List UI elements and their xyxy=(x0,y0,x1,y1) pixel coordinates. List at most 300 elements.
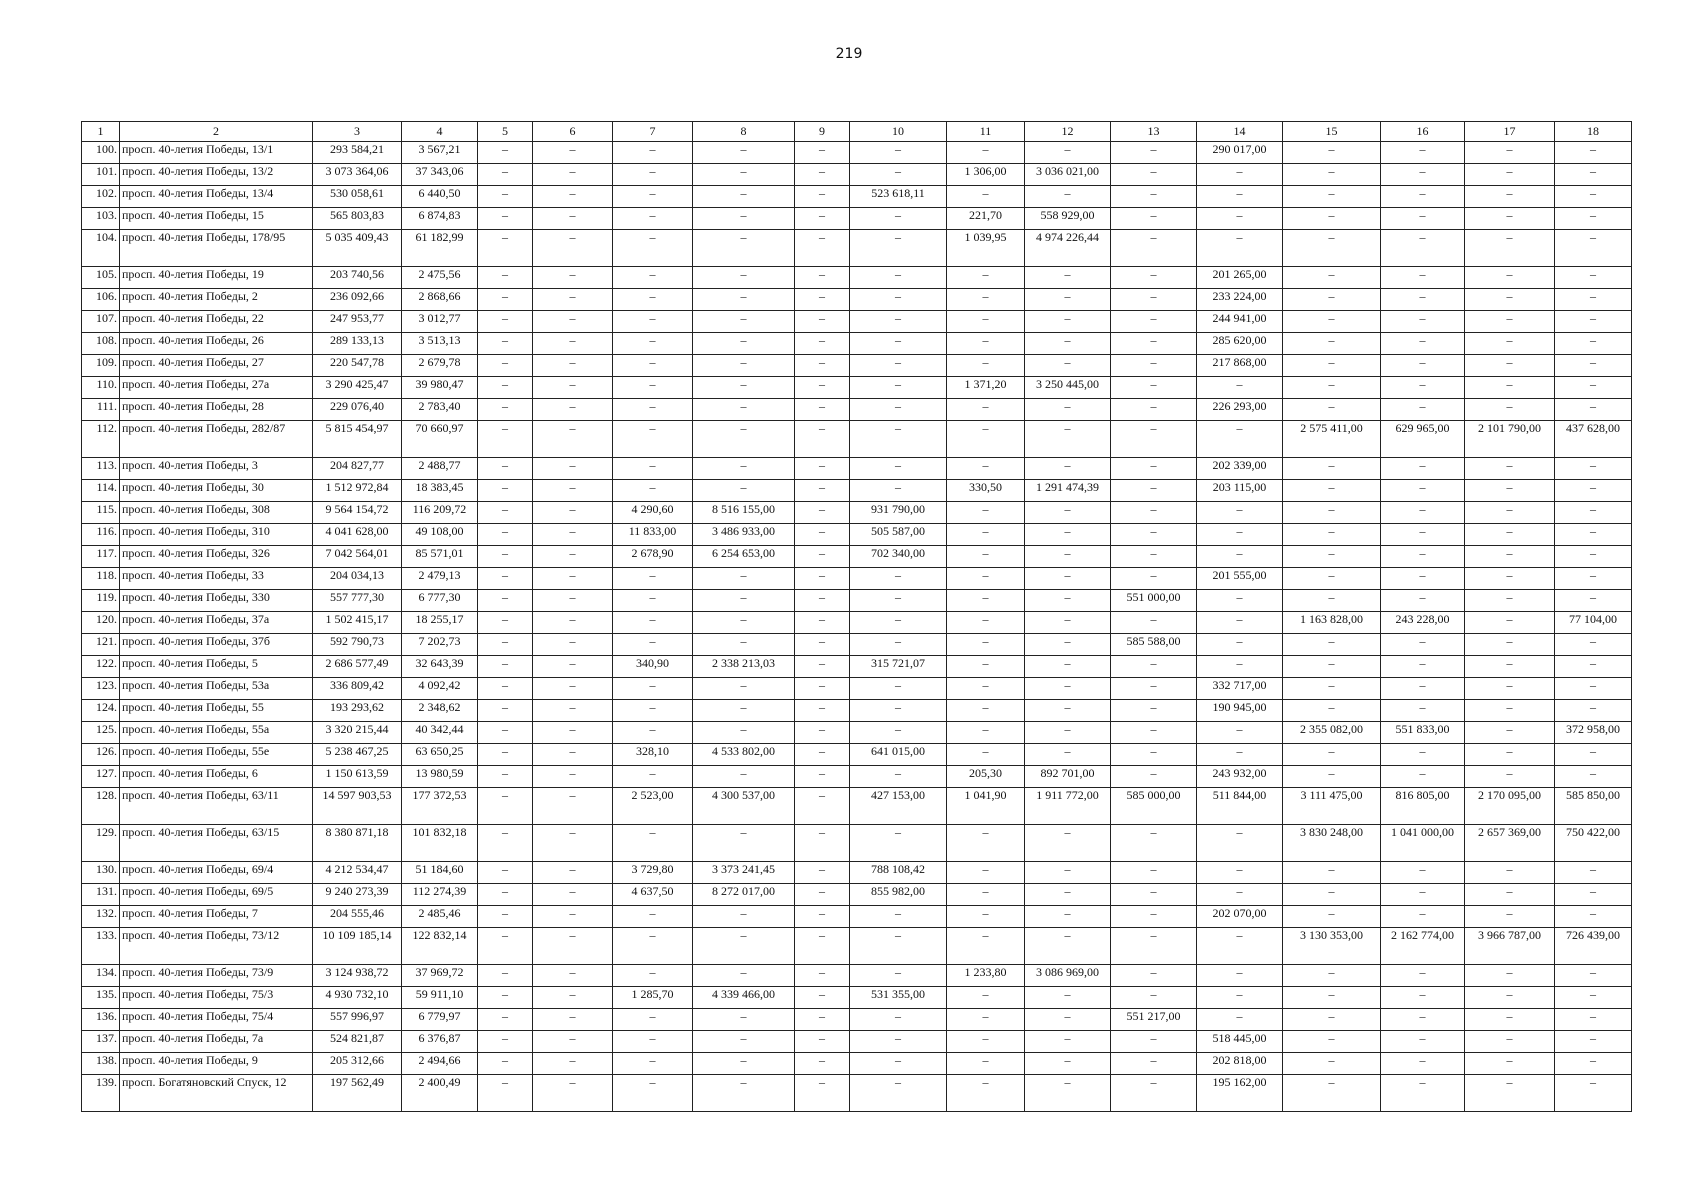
value-cell: – xyxy=(1283,700,1381,722)
row-number: 109. xyxy=(82,355,120,377)
value-cell: – xyxy=(1025,289,1111,311)
table-row xyxy=(82,267,1632,289)
total-cell: 5 238 467,25 xyxy=(313,744,402,766)
value-cell: – xyxy=(947,678,1025,700)
value-cell: 726 439,00 xyxy=(1555,928,1632,965)
value-cell: – xyxy=(693,612,795,634)
amount-cell: 6 376,87 xyxy=(402,1031,478,1053)
value-cell: – xyxy=(1111,766,1197,788)
total-cell: 3 320 215,44 xyxy=(313,722,402,744)
address-cell: просп. 40-летия Победы, 13/2 xyxy=(120,164,313,186)
value-cell: 3 130 353,00 xyxy=(1283,928,1381,965)
value-cell: – xyxy=(1197,612,1283,634)
value-cell: – xyxy=(1555,1009,1632,1031)
amount-cell: 49 108,00 xyxy=(402,524,478,546)
address-cell: просп. 40-летия Победы, 37а xyxy=(120,612,313,634)
address-cell: просп. 40-летия Победы, 27 xyxy=(120,355,313,377)
value-cell: – xyxy=(1197,862,1283,884)
value-cell: – xyxy=(693,825,795,862)
value-cell: 244 941,00 xyxy=(1197,311,1283,333)
value-cell: – xyxy=(1555,590,1632,612)
value-cell: – xyxy=(1465,377,1555,399)
value-cell: 195 162,00 xyxy=(1197,1075,1283,1112)
value-cell: – xyxy=(1111,744,1197,766)
value-cell: – xyxy=(1111,524,1197,546)
value-cell: – xyxy=(1381,884,1465,906)
value-cell: 3 830 248,00 xyxy=(1283,825,1381,862)
address-cell: просп. 40-летия Победы, 2 xyxy=(120,289,313,311)
value-cell: – xyxy=(533,164,613,186)
value-cell: – xyxy=(947,862,1025,884)
value-cell: – xyxy=(850,480,947,502)
value-cell: – xyxy=(1025,678,1111,700)
value-cell: – xyxy=(795,377,850,399)
value-cell: – xyxy=(533,928,613,965)
value-cell: – xyxy=(1555,164,1632,186)
value-cell: – xyxy=(1025,1053,1111,1075)
value-cell: – xyxy=(1381,678,1465,700)
page-number: 219 xyxy=(835,46,863,62)
value-cell: – xyxy=(533,612,613,634)
value-cell: – xyxy=(1555,1031,1632,1053)
address-cell: просп. 40-летия Победы, 37б xyxy=(120,634,313,656)
address-cell: просп. 40-летия Победы, 5 xyxy=(120,656,313,678)
column-header: 8 xyxy=(693,122,795,142)
amount-cell: 7 202,73 xyxy=(402,634,478,656)
value-cell: – xyxy=(795,186,850,208)
value-cell: – xyxy=(1111,546,1197,568)
total-cell: 197 562,49 xyxy=(313,1075,402,1112)
value-cell: – xyxy=(850,164,947,186)
value-cell: – xyxy=(1197,590,1283,612)
value-cell: – xyxy=(1197,634,1283,656)
value-cell: 202 070,00 xyxy=(1197,906,1283,928)
value-cell: – xyxy=(850,700,947,722)
value-cell: – xyxy=(1381,546,1465,568)
value-cell: – xyxy=(1283,634,1381,656)
value-cell: – xyxy=(478,421,533,458)
value-cell: – xyxy=(1025,502,1111,524)
value-cell: – xyxy=(1283,884,1381,906)
value-cell: – xyxy=(1555,744,1632,766)
value-cell: – xyxy=(1555,208,1632,230)
value-cell: – xyxy=(1381,906,1465,928)
value-cell: 702 340,00 xyxy=(850,546,947,568)
value-cell: – xyxy=(1283,744,1381,766)
value-cell: – xyxy=(1025,1031,1111,1053)
value-cell: – xyxy=(533,965,613,987)
value-cell: – xyxy=(1111,1053,1197,1075)
address-cell: просп. Богатяновский Спуск, 12 xyxy=(120,1075,313,1112)
value-cell: – xyxy=(1283,1009,1381,1031)
value-cell: – xyxy=(1283,906,1381,928)
value-cell: 202 818,00 xyxy=(1197,1053,1283,1075)
value-cell: – xyxy=(1555,965,1632,987)
table-row xyxy=(82,186,1632,208)
value-cell: 931 790,00 xyxy=(850,502,947,524)
value-cell: – xyxy=(1555,333,1632,355)
value-cell: – xyxy=(795,355,850,377)
row-number: 129. xyxy=(82,825,120,862)
value-cell: – xyxy=(478,700,533,722)
value-cell: – xyxy=(693,766,795,788)
value-cell: – xyxy=(947,289,1025,311)
total-cell: 1 512 972,84 xyxy=(313,480,402,502)
value-cell: – xyxy=(613,164,693,186)
amount-cell: 177 372,53 xyxy=(402,788,478,825)
row-number: 113. xyxy=(82,458,120,480)
value-cell: – xyxy=(1197,546,1283,568)
value-cell: – xyxy=(1555,502,1632,524)
value-cell: – xyxy=(1555,267,1632,289)
row-number: 112. xyxy=(82,421,120,458)
value-cell: – xyxy=(1381,311,1465,333)
value-cell: 505 587,00 xyxy=(850,524,947,546)
row-number: 125. xyxy=(82,722,120,744)
value-cell: 6 254 653,00 xyxy=(693,546,795,568)
value-cell: – xyxy=(1111,1031,1197,1053)
value-cell: – xyxy=(533,1009,613,1031)
value-cell: – xyxy=(795,634,850,656)
value-cell: – xyxy=(1555,568,1632,590)
value-cell: – xyxy=(478,355,533,377)
value-cell: 11 833,00 xyxy=(613,524,693,546)
value-cell: – xyxy=(533,289,613,311)
address-cell: просп. 40-летия Победы, 63/11 xyxy=(120,788,313,825)
amount-cell: 61 182,99 xyxy=(402,230,478,267)
value-cell: – xyxy=(1111,458,1197,480)
value-cell: – xyxy=(693,164,795,186)
table-row xyxy=(82,766,1632,788)
value-cell: – xyxy=(1465,722,1555,744)
amount-cell: 40 342,44 xyxy=(402,722,478,744)
value-cell: – xyxy=(1025,825,1111,862)
row-number: 126. xyxy=(82,744,120,766)
address-cell: просп. 40-летия Победы, 308 xyxy=(120,502,313,524)
value-cell: – xyxy=(478,722,533,744)
value-cell: – xyxy=(533,208,613,230)
value-cell: – xyxy=(850,421,947,458)
value-cell: – xyxy=(1381,355,1465,377)
value-cell: – xyxy=(850,590,947,612)
value-cell: – xyxy=(533,267,613,289)
value-cell: – xyxy=(1465,700,1555,722)
row-number: 100. xyxy=(82,142,120,164)
value-cell: – xyxy=(795,289,850,311)
value-cell: – xyxy=(1197,377,1283,399)
value-cell: – xyxy=(1465,766,1555,788)
total-cell: 236 092,66 xyxy=(313,289,402,311)
value-cell: – xyxy=(533,788,613,825)
table-row xyxy=(82,744,1632,766)
amount-cell: 101 832,18 xyxy=(402,825,478,862)
address-cell: просп. 40-летия Победы, 69/5 xyxy=(120,884,313,906)
value-cell: – xyxy=(1111,377,1197,399)
value-cell: – xyxy=(1465,399,1555,421)
value-cell: – xyxy=(478,1053,533,1075)
value-cell: – xyxy=(613,377,693,399)
row-number: 122. xyxy=(82,656,120,678)
value-cell: – xyxy=(533,825,613,862)
table-row xyxy=(82,142,1632,164)
address-cell: просп. 40-летия Победы, 75/4 xyxy=(120,1009,313,1031)
value-cell: – xyxy=(1555,987,1632,1009)
value-cell: – xyxy=(795,906,850,928)
value-cell: – xyxy=(795,744,850,766)
table-row xyxy=(82,568,1632,590)
value-cell: – xyxy=(795,399,850,421)
address-cell: просп. 40-летия Победы, 73/9 xyxy=(120,965,313,987)
value-cell: – xyxy=(478,502,533,524)
value-cell: – xyxy=(693,700,795,722)
value-cell: – xyxy=(693,480,795,502)
value-cell: – xyxy=(1283,333,1381,355)
value-cell: – xyxy=(1283,656,1381,678)
value-cell: – xyxy=(1283,862,1381,884)
column-header: 13 xyxy=(1111,122,1197,142)
column-header: 11 xyxy=(947,122,1025,142)
row-number: 111. xyxy=(82,399,120,421)
total-cell: 4 041 628,00 xyxy=(313,524,402,546)
value-cell: – xyxy=(1465,656,1555,678)
total-cell: 530 058,61 xyxy=(313,186,402,208)
value-cell: – xyxy=(850,1053,947,1075)
row-number: 107. xyxy=(82,311,120,333)
address-cell: просп. 40-летия Победы, 28 xyxy=(120,399,313,421)
value-cell: – xyxy=(850,568,947,590)
value-cell: – xyxy=(1111,825,1197,862)
value-cell: – xyxy=(1283,1053,1381,1075)
amount-cell: 18 255,17 xyxy=(402,612,478,634)
value-cell: – xyxy=(850,928,947,965)
value-cell: – xyxy=(1025,267,1111,289)
value-cell: – xyxy=(613,186,693,208)
value-cell: – xyxy=(1465,678,1555,700)
value-cell: – xyxy=(1381,1031,1465,1053)
value-cell: – xyxy=(478,928,533,965)
value-cell: – xyxy=(795,311,850,333)
value-cell: 4 637,50 xyxy=(613,884,693,906)
value-cell: – xyxy=(533,1031,613,1053)
value-cell: 77 104,00 xyxy=(1555,612,1632,634)
value-cell: – xyxy=(1025,1075,1111,1112)
amount-cell: 2 679,78 xyxy=(402,355,478,377)
value-cell: – xyxy=(1283,399,1381,421)
value-cell: – xyxy=(1555,377,1632,399)
value-cell: – xyxy=(613,825,693,862)
value-cell: – xyxy=(795,590,850,612)
value-cell: 1 306,00 xyxy=(947,164,1025,186)
table-row xyxy=(82,884,1632,906)
column-header: 14 xyxy=(1197,122,1283,142)
value-cell: – xyxy=(1381,568,1465,590)
amount-cell: 3 012,77 xyxy=(402,311,478,333)
total-cell: 10 109 185,14 xyxy=(313,928,402,965)
value-cell: – xyxy=(947,590,1025,612)
value-cell: 788 108,42 xyxy=(850,862,947,884)
value-cell: – xyxy=(850,906,947,928)
value-cell: – xyxy=(1381,965,1465,987)
total-cell: 14 597 903,53 xyxy=(313,788,402,825)
value-cell: – xyxy=(850,267,947,289)
amount-cell: 51 184,60 xyxy=(402,862,478,884)
value-cell: – xyxy=(1381,458,1465,480)
column-header: 9 xyxy=(795,122,850,142)
amount-cell: 4 092,42 xyxy=(402,678,478,700)
value-cell: – xyxy=(1555,766,1632,788)
value-cell: – xyxy=(850,965,947,987)
value-cell: – xyxy=(1381,700,1465,722)
value-cell: – xyxy=(613,612,693,634)
row-number: 138. xyxy=(82,1053,120,1075)
amount-cell: 2 479,13 xyxy=(402,568,478,590)
value-cell: – xyxy=(1025,862,1111,884)
address-cell: просп. 40-летия Победы, 55е xyxy=(120,744,313,766)
value-cell: – xyxy=(795,333,850,355)
value-cell: – xyxy=(850,1031,947,1053)
value-cell: – xyxy=(1465,142,1555,164)
value-cell: – xyxy=(693,678,795,700)
address-cell: просп. 40-летия Победы, 13/4 xyxy=(120,186,313,208)
total-cell: 9 564 154,72 xyxy=(313,502,402,524)
table-row xyxy=(82,355,1632,377)
value-cell: – xyxy=(1283,590,1381,612)
table-row xyxy=(82,524,1632,546)
row-number: 120. xyxy=(82,612,120,634)
value-cell: 1 233,80 xyxy=(947,965,1025,987)
value-cell: – xyxy=(1197,656,1283,678)
value-cell: 551 833,00 xyxy=(1381,722,1465,744)
value-cell: – xyxy=(947,825,1025,862)
value-cell: – xyxy=(1465,502,1555,524)
value-cell: – xyxy=(613,142,693,164)
value-cell: – xyxy=(947,722,1025,744)
value-cell: – xyxy=(1111,965,1197,987)
value-cell: 2 523,00 xyxy=(613,788,693,825)
value-cell: – xyxy=(1111,1075,1197,1112)
table-row xyxy=(82,634,1632,656)
value-cell: – xyxy=(1465,480,1555,502)
row-number: 139. xyxy=(82,1075,120,1112)
value-cell: – xyxy=(947,1009,1025,1031)
total-cell: 8 380 871,18 xyxy=(313,825,402,862)
value-cell: – xyxy=(533,766,613,788)
value-cell: – xyxy=(1025,612,1111,634)
value-cell: – xyxy=(850,722,947,744)
value-cell: – xyxy=(850,612,947,634)
value-cell: – xyxy=(1465,965,1555,987)
value-cell: – xyxy=(533,656,613,678)
value-cell: – xyxy=(693,1053,795,1075)
address-cell: просп. 40-летия Победы, 55а xyxy=(120,722,313,744)
value-cell: – xyxy=(795,208,850,230)
total-cell: 4 930 732,10 xyxy=(313,987,402,1009)
amount-cell: 3 567,21 xyxy=(402,142,478,164)
value-cell: – xyxy=(1025,311,1111,333)
row-number: 104. xyxy=(82,230,120,267)
row-number: 132. xyxy=(82,906,120,928)
table-row xyxy=(82,480,1632,502)
total-cell: 3 290 425,47 xyxy=(313,377,402,399)
value-cell: 558 929,00 xyxy=(1025,208,1111,230)
value-cell: – xyxy=(850,377,947,399)
total-cell: 592 790,73 xyxy=(313,634,402,656)
value-cell: – xyxy=(533,311,613,333)
row-number: 136. xyxy=(82,1009,120,1031)
row-number: 135. xyxy=(82,987,120,1009)
value-cell: – xyxy=(1111,421,1197,458)
total-cell: 3 124 938,72 xyxy=(313,965,402,987)
value-cell: – xyxy=(1025,355,1111,377)
value-cell: 641 015,00 xyxy=(850,744,947,766)
value-cell: – xyxy=(795,700,850,722)
value-cell: 221,70 xyxy=(947,208,1025,230)
value-cell: – xyxy=(533,458,613,480)
row-number: 114. xyxy=(82,480,120,502)
table-row xyxy=(82,502,1632,524)
value-cell: – xyxy=(1197,722,1283,744)
value-cell: – xyxy=(795,230,850,267)
value-cell: 4 533 802,00 xyxy=(693,744,795,766)
value-cell: – xyxy=(1555,355,1632,377)
row-number: 128. xyxy=(82,788,120,825)
value-cell: – xyxy=(1555,906,1632,928)
value-cell: – xyxy=(478,825,533,862)
value-cell: – xyxy=(478,987,533,1009)
value-cell: – xyxy=(1381,1053,1465,1075)
value-cell: – xyxy=(1025,906,1111,928)
row-number: 101. xyxy=(82,164,120,186)
table-row xyxy=(82,333,1632,355)
table-row xyxy=(82,311,1632,333)
value-cell: – xyxy=(1381,766,1465,788)
value-cell: – xyxy=(947,744,1025,766)
value-cell: – xyxy=(613,590,693,612)
table-row xyxy=(82,458,1632,480)
value-cell: – xyxy=(1111,267,1197,289)
row-number: 102. xyxy=(82,186,120,208)
value-cell: – xyxy=(613,1053,693,1075)
value-cell: – xyxy=(1111,987,1197,1009)
value-cell: – xyxy=(1111,722,1197,744)
value-cell: – xyxy=(795,788,850,825)
value-cell: 1 285,70 xyxy=(613,987,693,1009)
table-row xyxy=(82,399,1632,421)
value-cell: – xyxy=(1283,164,1381,186)
value-cell: – xyxy=(693,1075,795,1112)
value-cell: 203 115,00 xyxy=(1197,480,1283,502)
value-cell: – xyxy=(947,700,1025,722)
amount-cell: 59 911,10 xyxy=(402,987,478,1009)
value-cell: – xyxy=(1025,1009,1111,1031)
value-cell: – xyxy=(1381,377,1465,399)
table-row xyxy=(82,825,1632,862)
total-cell: 1 502 415,17 xyxy=(313,612,402,634)
value-cell: – xyxy=(1381,399,1465,421)
amount-cell: 6 777,30 xyxy=(402,590,478,612)
total-cell: 204 827,77 xyxy=(313,458,402,480)
value-cell: – xyxy=(1555,480,1632,502)
value-cell: – xyxy=(533,186,613,208)
value-cell: – xyxy=(478,568,533,590)
value-cell: – xyxy=(613,230,693,267)
row-number: 127. xyxy=(82,766,120,788)
value-cell: – xyxy=(1283,208,1381,230)
amount-cell: 112 274,39 xyxy=(402,884,478,906)
value-cell: – xyxy=(1381,1075,1465,1112)
total-cell: 1 150 613,59 xyxy=(313,766,402,788)
amount-cell: 6 874,83 xyxy=(402,208,478,230)
